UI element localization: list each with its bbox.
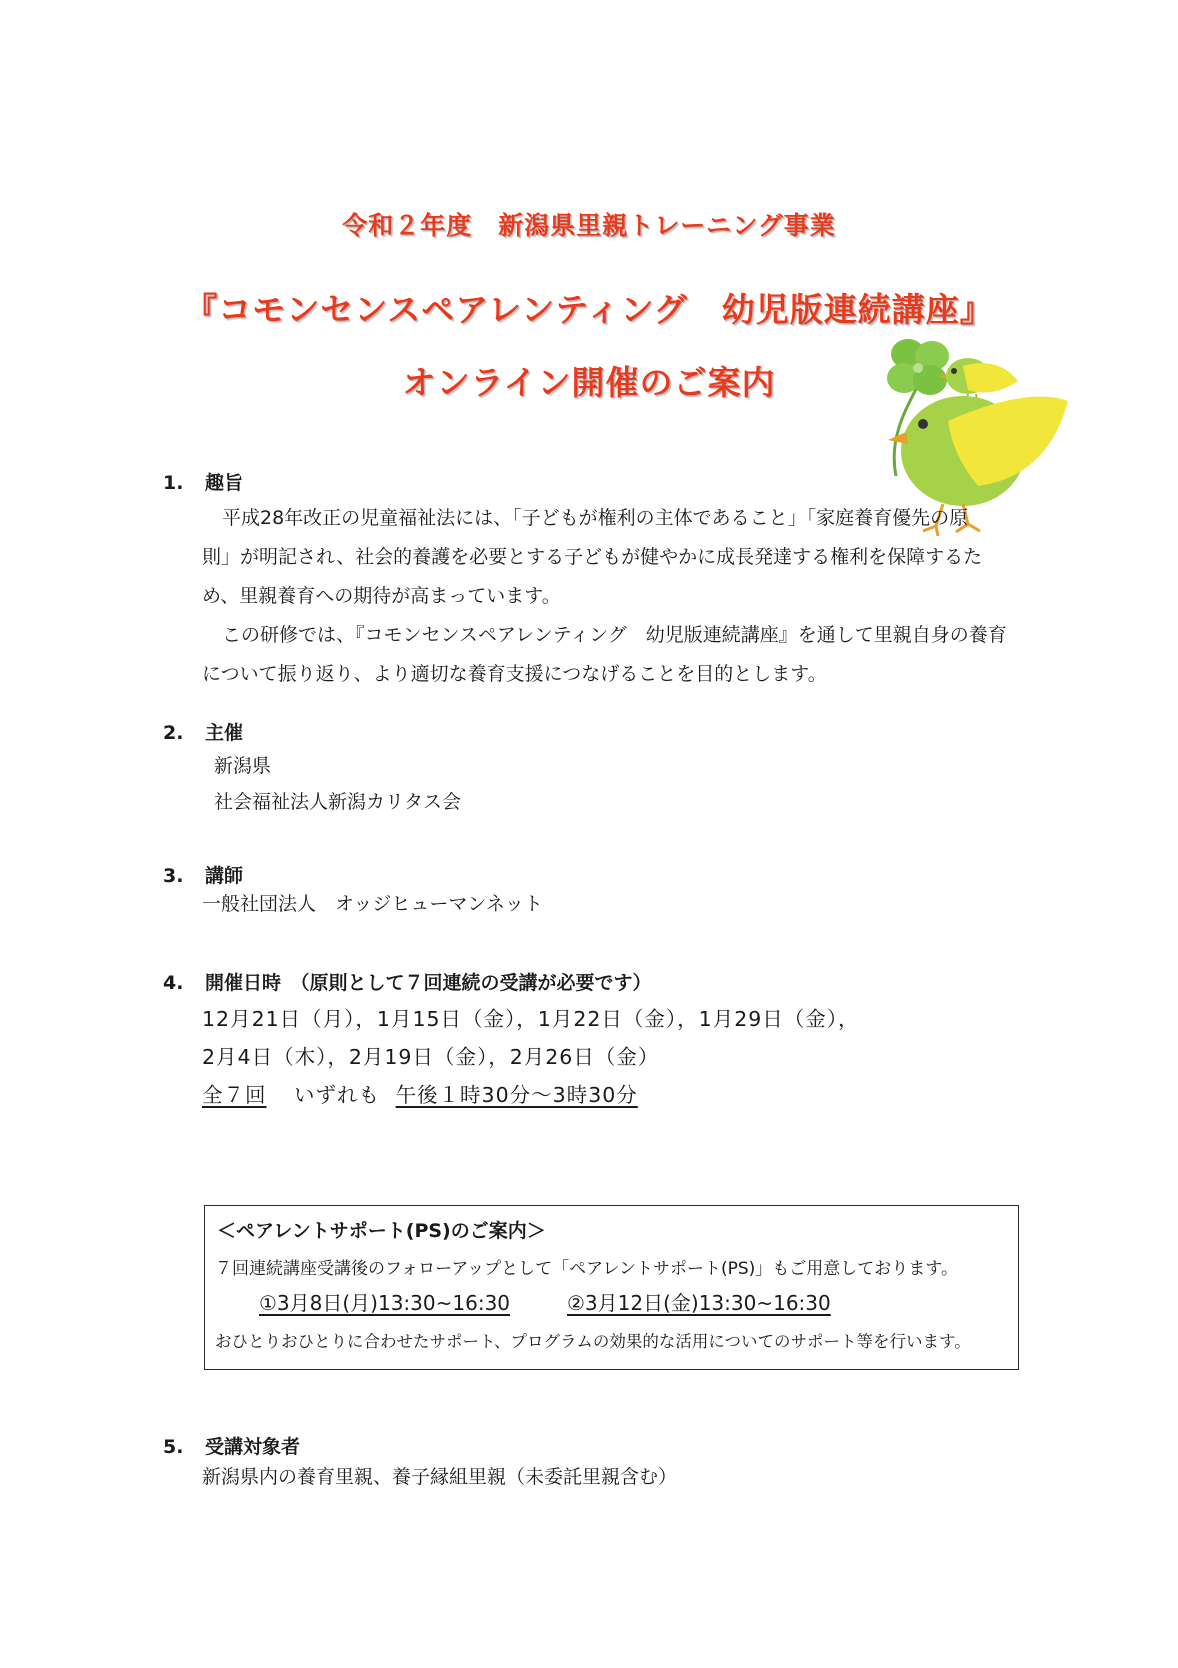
section-2-body: [214, 748, 1044, 820]
paragraph-line: 平成28年改正の児童福祉法には、「子どもが権利の主体であること」「家庭養育優先の原: [222, 507, 969, 529]
section-title: 講師: [205, 865, 244, 887]
paragraph-line: め、里親養育への期待が高まっています。: [202, 585, 561, 607]
box-title: ＜ペアレントサポート(PS)のご案内＞: [217, 1220, 546, 1242]
section-4-heading: [163, 968, 652, 995]
session-count: 全７回: [202, 1083, 267, 1107]
organizer-line: 新潟県: [214, 755, 272, 777]
paragraph-line: について振り返り、より適切な養育支援につなげることを目的とします。: [202, 663, 827, 685]
paragraph-line: この研修では、『コモンセンスペアレンティング 幼児版連続講座』を通して里親自身の養育: [222, 624, 1007, 646]
support-slot-2: ②3月12日(金)13:30~16:30: [567, 1291, 831, 1315]
section-title: 趣旨: [205, 472, 244, 494]
section-number: 1.: [163, 472, 184, 494]
section-2-heading: [163, 718, 243, 745]
box-line-1: ７回連続講座受講後のフォローアップとして「ペアレントサポート(PS)」もご用意しております。: [215, 1259, 958, 1279]
section-title: 受講対象者: [205, 1436, 301, 1458]
section-3-heading: [163, 861, 243, 888]
section-number: 2.: [163, 722, 184, 744]
header-line-1: 令和２年度 新潟県里親トレーニング事業: [342, 211, 836, 240]
section-number: 4.: [163, 972, 184, 994]
parent-support-box: [204, 1205, 1019, 1370]
lecturer-line: 一般社団法人 オッジヒューマンネット: [202, 893, 543, 915]
section-1-heading: [163, 468, 243, 495]
section-1-body: [202, 499, 1032, 694]
section-title: 主催: [205, 722, 244, 744]
organizer-line: 社会福祉法人新潟カリタス会: [214, 791, 462, 813]
section-3-body: [202, 886, 1032, 922]
session-time: 午後１時30分～3時30分: [395, 1083, 638, 1107]
section-title: 開催日時 （原則として７回連続の受講が必要です）: [205, 972, 652, 994]
support-slot-1: ①3月8日(月)13:30~16:30: [259, 1291, 511, 1315]
section-5-body: [202, 1459, 1032, 1495]
dates-line-2: 2月4日（木），2月19日（金），2月26日（金）: [202, 1045, 660, 1069]
paragraph-line: 則」が明記され、社会的養護を必要とする子どもが健やかに成長発達する権利を保障するた: [202, 546, 983, 568]
box-line-3: おひとりおひとりに合わせたサポート、プログラムの効果的な活用についてのサポート等を行います。: [215, 1332, 971, 1351]
target-line: 新潟県内の養育里親、養子縁組里親（未委託里親含む）: [202, 1466, 678, 1488]
clover-icon: [887, 339, 949, 395]
page-title: 『コモンセンスペアレンティング 幼児版連続講座』: [184, 290, 994, 329]
section-number: 3.: [163, 865, 184, 887]
section-5-heading: [163, 1432, 300, 1459]
page-subtitle: オンライン開催のご案内: [402, 363, 776, 402]
section-number: 5.: [163, 1436, 184, 1458]
dates-line-1: 12月21日（月），1月15日（金），1月22日（金），1月29日（金），: [202, 1007, 860, 1031]
schedule-note: いずれも: [294, 1083, 381, 1107]
schedule-summary: [202, 1078, 638, 1108]
